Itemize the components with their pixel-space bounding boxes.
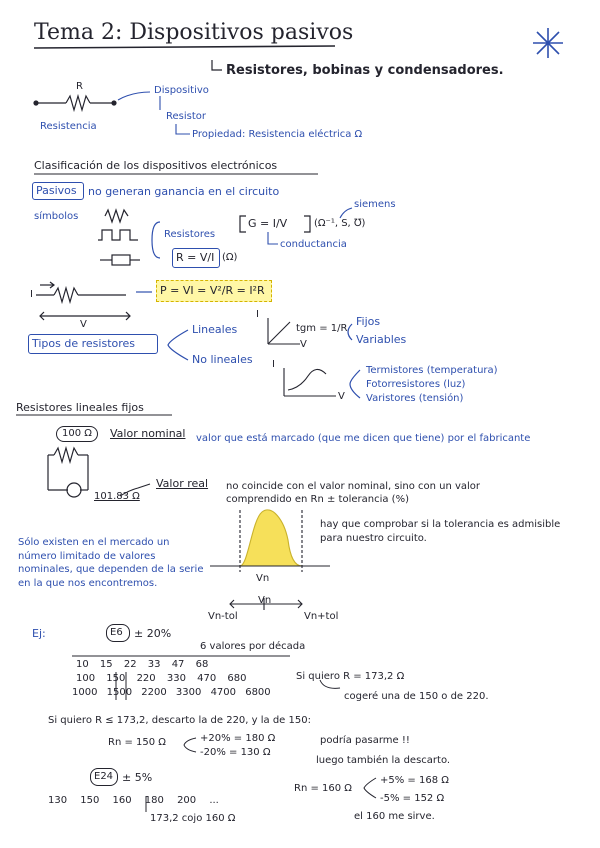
propiedad-label: Propiedad: Resistencia eléctrica Ω [192,129,363,140]
plus-20: +20% = 180 Ω [200,733,276,744]
resistor-r-label: R [76,81,83,92]
real-text: no coincide con el valor nominal, sino con un valor comprendido en Rn ± tolerancia (%) [226,481,481,505]
axis-v-linear: V [300,339,307,350]
axis-i-nonlinear: I [272,359,275,370]
units-g: (Ω⁻¹, S, ℧) [314,218,366,229]
descarto-text: Si quiero R ≤ 173,2, descarto la de 220, y la de 150: [48,715,311,726]
fijos-heading: Resistores lineales fijos [16,401,144,414]
star-icon [533,28,563,58]
pasivos-text: no generan ganancia en el circuito [88,185,280,198]
pasivos-label: Pasivos [36,184,77,197]
e6-row-1: 10 15 22 33 47 68 [76,659,209,670]
rn-150: Rn = 150 Ω [108,737,166,748]
vn-plus-label: Vn+tol [304,611,339,622]
e6-tolerance: ± 20% [134,627,172,640]
resistores-label: Resistores [164,229,216,240]
e24-note: 173,2 cojo 160 Ω [150,813,236,824]
ej-label: Ej: [32,627,46,640]
real-label: Valor real [156,477,209,490]
podria-text: podría pasarme !! [320,735,410,746]
cogere-text: cogeré una de 150 o de 220. [344,691,489,702]
e24-label: E24 [94,771,114,782]
vn-range-label: Vn [258,595,272,606]
resistor-symbol [34,96,116,110]
vn-label: Vn [256,573,270,584]
page-subtitle: Resistores, bobinas y condensadores. [226,63,504,78]
current-label: I [30,289,33,300]
simbolos-label: símbolos [34,211,79,222]
fotorresistores-label: Fotorresistores (luz) [366,379,466,390]
minus-20: -20% = 130 Ω [200,747,271,758]
variables-label: Variables [356,333,407,346]
minus-5: -5% = 152 Ω [380,793,445,804]
e6-row-2: 100 150 220 330 470 680 [76,673,247,684]
luego-text: luego también la descarto. [316,755,451,766]
fijos-label: Fijos [356,315,381,328]
dispositivo-label: Dispositivo [154,85,209,96]
sirve-text: el 160 me sirve. [354,811,435,822]
formula-g: G = I/V [248,217,288,230]
real-value: 101.83 Ω [94,491,140,502]
units-r: (Ω) [222,252,238,263]
axis-i-linear: I [256,309,259,320]
e24-values: 130 150 160 180 200 ... [48,795,219,806]
nominal-label: Valor nominal [110,427,186,440]
nominal-value: 100 Ω [62,428,92,439]
plus-5: +5% = 168 Ω [380,775,449,786]
quiero-text: Si quiero R = 173,2 Ω [296,671,405,682]
resistor-label: Resistor [166,111,206,122]
valores-decada: 6 valores por década [200,641,306,652]
voltage-label: V [80,319,87,330]
slope-label: tgm = 1/R [296,323,348,334]
lineales-label: Lineales [192,323,238,336]
formula-r: R = V/I [176,251,215,264]
axis-v-nonlinear: V [338,391,345,402]
rn-160: Rn = 160 Ω [294,783,352,794]
termistores-label: Termistores (temperatura) [366,365,498,376]
resistencia-label: Resistencia [40,121,97,132]
e6-label: E6 [110,627,123,638]
e24-tolerance: ± 5% [122,771,153,784]
page-title: Tema 2: Dispositivos pasivos [34,20,354,45]
vn-minus-label: Vn-tol [208,611,238,622]
conductancia-label: conductancia [280,239,347,250]
e6-row-3: 1000 1500 2200 3300 4700 6800 [72,687,271,698]
clasificacion-heading: Clasificación de los dispositivos electrónicos [34,159,278,172]
note-right: hay que comprobar si la tolerancia es admisible para nuestro circuito. [320,519,561,544]
no-lineales-label: No lineales [192,353,253,366]
note-left: Sólo existen en el mercado un número limitado de valores nominales, que dependen de la serie en la que nos encontremos. [18,537,204,589]
formula-p: P = VI = V²/R = I²R [160,284,265,297]
siemens-label: siemens [354,199,396,210]
varistores-label: Varistores (tensión) [366,393,464,404]
tipos-label: Tipos de resistores [32,337,136,350]
nominal-text: valor que está marcado (que me dicen que tiene) por el fabricante [196,433,531,444]
